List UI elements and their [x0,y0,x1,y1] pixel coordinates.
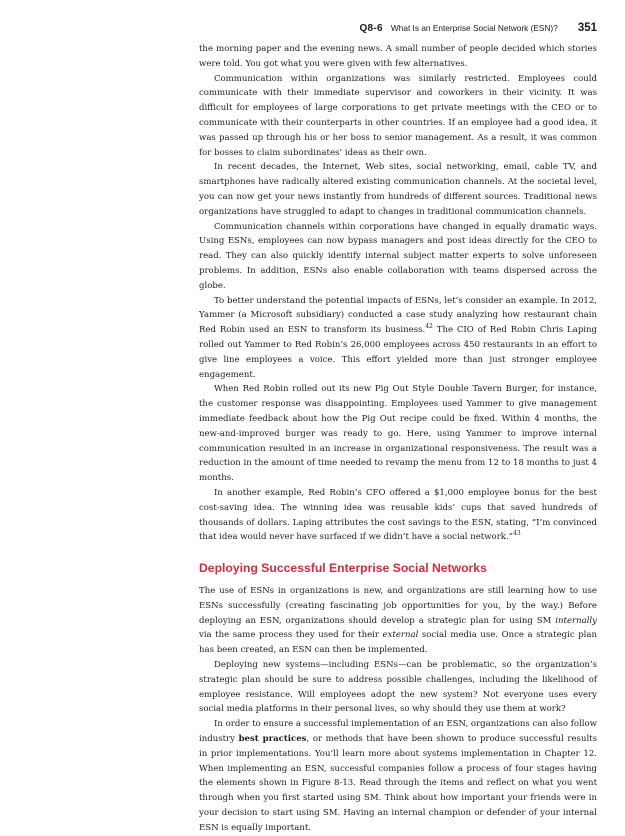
paragraph-8 [199,584,597,658]
paragraph-1: the morning paper and the evening news. A small number of people decided which stories were told. You got what you were given with few alternatives. [199,44,597,69]
footnote-ref-42: 42 [425,323,433,331]
paragraph-9: Deploying new systems—including ESNs—can be problematic, so the organization’s strategic plan should be sure to address possible challenges, including the likelihood of employee resistance. Will employees adopt the new system? Not everyone uses every social media platforms in their personal lives, so why should they use them at work? [199,660,597,715]
paragraph-2: Communication within organizations was similarly restricted. Employees could communicate with their immediate supervisor and coworkers in their vicinity. It was difficult for employees of large corporations to get private meetings with the CEO or to communicate with their counterparts in other countries. If an employee had a good idea, it was passed up through his or her boss to senior management. As a result, it was common for bosses to claim subordinates’ ideas as their own. [199,73,597,158]
page-body [199,42,597,836]
emphasis-external: external [382,630,419,641]
footnote-ref-43: 43 [513,530,521,538]
question-number: Q8-6 [359,23,383,34]
paragraph-3: In recent decades, the Internet, Web sites, social networking, email, cable TV, and smartphones have radically altered existing communication channels. At the societal level, you can now get your news instantly from hundreds of different sources. Traditional news organizations have struggled to adapt to changes in traditional communication channels. [199,162,597,217]
key-term-best-practices: best practices [238,734,307,745]
paragraph-8-text-b: via the same process they used for their [199,630,383,641]
paragraph-5-text-b: The CIO of Red Robin Chris Laping rolled out Yammer to Red Robin’s 26,000 employees across 450 restaurants in an effort to give line employees a voice. This effort yielded more than just stronger employee engagement. [199,325,598,380]
paragraph-10-text-a: In order to ensure a successful implementation of an ESN, organizations can also follow industry [199,719,597,745]
paragraph-10 [199,717,597,835]
running-title: What Is an Enterprise Social Network (ESN)? [390,23,558,33]
paragraph-7 [199,486,597,545]
paragraph-5 [199,294,597,383]
emphasis-internally: internally [555,615,597,626]
section-heading: Deploying Successful Enterprise Social Networks [199,561,487,576]
running-head [199,22,597,34]
paragraph-6: When Red Robin rolled out its new Pig Out Style Double Tavern Burger, for instance, the customer response was disappointing. Employees used Yammer to give management immediate feedback about how the Pig Out recipe could be fixed. Within 4 months, the new-and-improved burger was ready to go. Here, using Yammer to improve internal communication resulted in an increase in organizational responsiveness. The result was a reduction in the amount of time needed to revamp the menu from 12 to 18 months to just 4 months. [199,384,597,484]
paragraph-8-text-c: social media use. Once a strategic plan has been created, an ESN can then be implemented. [199,630,597,656]
paragraph-10-text-b: , or methods that have been shown to produce successful results in prior implementations. You’ll learn more about systems implementation in Chapter 12. When implementing an ESN, successful companies follow a process of four stages having the elements shown in Figure 8-13. Read through the items and reflect on what you went through when you first started using SM. Think about how important your friends were in your decision to start using SM. Having an internal champion or defender of your internal ESN is equally important. [199,734,597,833]
paragraph-5-text-a: To better understand the potential impacts of ESNs, let’s consider an example. In 2012, Yammer (a Microsoft subsidiary) conducted a case study analyzing how restaurant chain Red Robin used an ESN to transform its business. [199,295,597,336]
paragraph-4: Communication channels within corporations have changed in equally dramatic ways. Using ESNs, employees can now bypass managers and post ideas directly for the CEO to read. They can also quickly identify internal subject matter experts to solve unforeseen problems. In addition, ESNs also enable collaboration with teams dispersed across the globe. [199,221,597,291]
paragraph-7-text: In another example, Red Robin’s CFO offered a $1,000 employee bonus for the best cost-saving idea. The winning idea was reusable kids’ cups that saved hundreds of thousands of dollars. Laping attributes the cost savings to the ESN, stating, “I’m convinced that idea would never have surfaced if we didn’t have a social network.” [199,487,597,543]
page-number: 351 [577,22,597,34]
paragraph-8-text-a: The use of ESNs in organizations is new, and organizations are still learning how to use ESNs successfully (creating fascinating job opportunities for you, by the way.) Before deploying an ESN, organizations should develop a strategic plan for using SM [199,586,597,626]
